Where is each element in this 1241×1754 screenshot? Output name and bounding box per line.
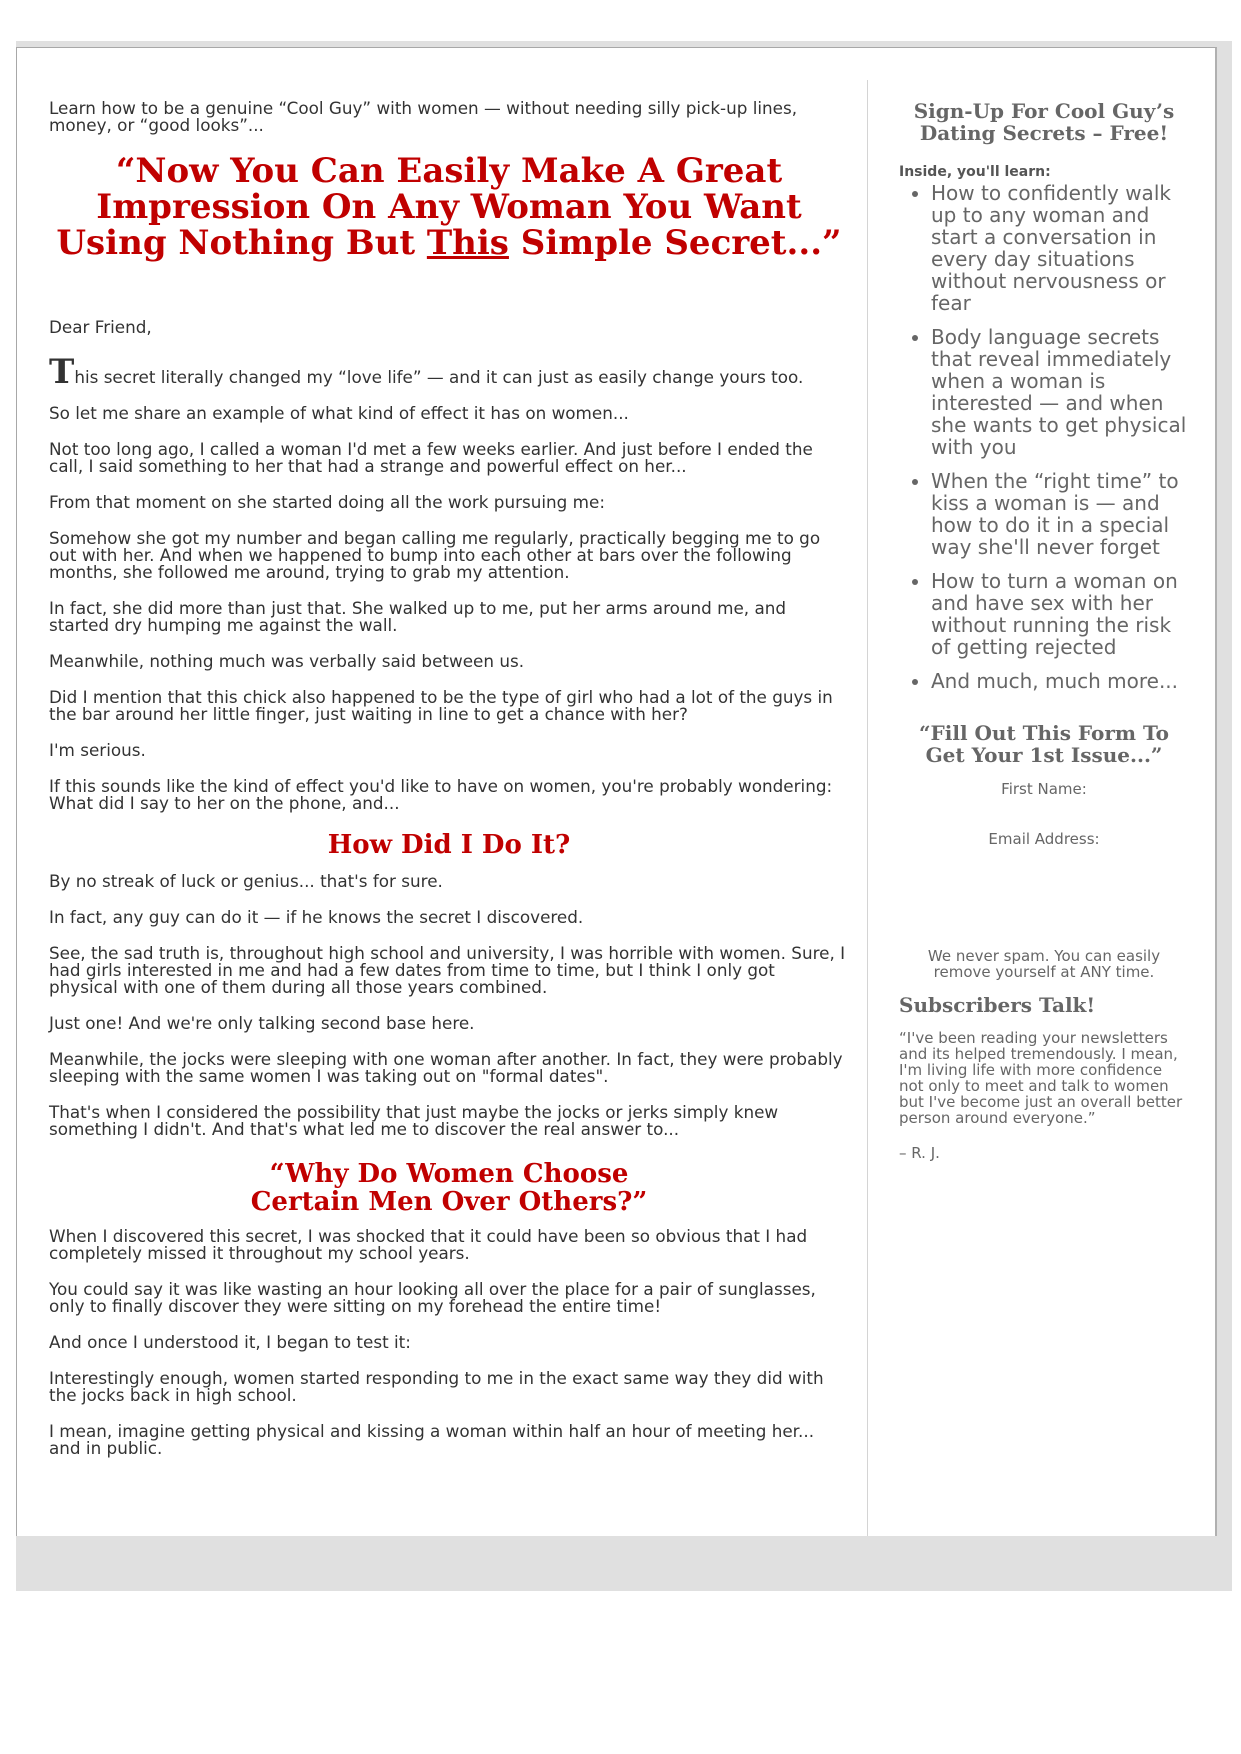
paragraph: See, the sad truth is, throughout high school and university, I was horrible with women. Sure, I had girls interested in me and had a few dates from time to time, but I think I only got physical with one of them during all those years combined. xyxy=(49,943,846,997)
benefit-list xyxy=(899,182,1189,692)
headline xyxy=(49,153,849,261)
headline-underlined-word: This xyxy=(426,223,509,263)
paragraph: Meanwhile, nothing much was verbally said between us. xyxy=(49,651,525,671)
subheading-why-line-1: “Why Do Women Choose xyxy=(269,1159,629,1189)
page-frame xyxy=(16,41,1232,1591)
subheading-how: How Did I Do It? xyxy=(327,830,571,860)
list-item: • How to turn a woman on and have sex with her without running the risk of getting rejected xyxy=(931,570,1189,658)
document-page xyxy=(16,47,1217,1536)
paragraph: Just one! And we're only talking second base here. xyxy=(49,1013,475,1033)
paragraph: Not too long ago, I called a woman I'd met a few weeks earlier. And just before I ended the call, I said something to her that had a strange and powerful effect on her... xyxy=(49,439,813,476)
main-column xyxy=(49,100,849,1476)
paragraph: If this sounds like the kind of effect you'd like to have on women, you're probably wondering: What did I say to her on the phone, and... xyxy=(49,776,833,813)
list-item: • How to confidently walk up to any woman and start a conversation in every day situations without nervousness or fear xyxy=(931,182,1189,314)
form-title: “Fill Out This Form To Get Your 1st Issue...” xyxy=(919,721,1169,767)
subheading-why xyxy=(49,1160,849,1216)
paragraph: In fact, she did more than just that. She walked up to me, put her arms around me, and started dry humping me against the wall. xyxy=(49,598,787,635)
testimonial: “I've been reading your newsletters and its helped tremendously. I mean, I'm living life with more confidence not only to meet and talk to women but I've become just an overall better person around everyone.” xyxy=(899,1029,1183,1127)
list-item: • Body language secrets that reveal immediately when a woman is interested — and when she wants to get physical with you xyxy=(931,326,1189,458)
intro-paragraph xyxy=(49,352,849,392)
paragraph: When I discovered this secret, I was shocked that it could have been so obvious that I had completely missed it throughout my school years. xyxy=(49,1226,808,1263)
sidebar xyxy=(899,100,1189,1162)
paragraph: That's when I considered the possibility that just maybe the jocks or jerks simply knew something I didn't. And that's what led me to discover the real answer to... xyxy=(49,1102,779,1139)
paragraph: I'm serious. xyxy=(49,740,146,760)
paragraph: From that moment on she started doing all the work pursuing me: xyxy=(49,492,605,512)
paragraph: Somehow she got my number and began calling me regularly, practically begging me to go out with her. And when we happened to bump into each other at bars over the following months, she followed me around, trying to grab my attention. xyxy=(49,528,821,582)
list-item: • When the “right time” to kiss a woman is — and how to do it in a special way she'll never forget xyxy=(931,470,1189,558)
paragraph: By no streak of luck or genius... that's for sure. xyxy=(49,871,443,891)
paragraph: So let me share an example of what kind of effect it has on women... xyxy=(49,403,629,423)
email-field[interactable] xyxy=(899,848,1189,948)
paragraph: I mean, imagine getting physical and kissing a woman within half an hour of meeting her... and in public. xyxy=(49,1421,815,1458)
list-item: • And much, much more... xyxy=(931,670,1189,692)
greeting: Dear Friend, xyxy=(49,317,152,337)
column-divider xyxy=(867,80,868,1536)
spam-note: We never spam. You can easily remove yourself at ANY time. xyxy=(927,947,1161,981)
subheading-why-line-2: Certain Men Over Others?” xyxy=(250,1187,648,1217)
paragraph: And once I understood it, I began to test it: xyxy=(49,1332,411,1352)
paragraph: Interestingly enough, women started responding to me in the exact same way they did with the jocks back in high school. xyxy=(49,1368,824,1405)
subscribers-talk-title: Subscribers Talk! xyxy=(899,993,1096,1017)
testimonial-author: – R. J. xyxy=(899,1144,940,1162)
headline-text-end: Simple Secret...” xyxy=(508,223,842,263)
paragraph: You could say it was like wasting an hour looking all over the place for a pair of sunglasses, only to finally discover they were sitting on my forehead the entire time! xyxy=(49,1279,816,1316)
paragraph: Did I mention that this chick also happened to be the type of girl who had a lot of the guys in the bar around her little finger, just waiting in line to get a chance with her? xyxy=(49,687,833,724)
drop-cap: T xyxy=(49,352,75,392)
paragraph: In fact, any guy can do it — if he knows the secret I discovered. xyxy=(49,907,584,927)
first-name-field[interactable] xyxy=(899,798,1189,830)
intro-text: his secret literally changed my “love life” — and it can just as easily change yours too. xyxy=(74,367,804,387)
paragraph: Meanwhile, the jocks were sleeping with one woman after another. In fact, they were probably sleeping with the same women I was taking out on "formal dates". xyxy=(49,1049,843,1086)
first-name-label: First Name: xyxy=(1001,780,1087,798)
signup-title: Sign-Up For Cool Guy’s Dating Secrets – Free! xyxy=(913,99,1175,145)
headline-text-start: “Now You Can Easily Make A Great Impression On Any Woman You Want Using Nothing But xyxy=(56,151,802,263)
learn-label: Inside, you'll learn: xyxy=(899,164,1051,180)
email-label: Email Address: xyxy=(988,830,1100,848)
tagline: Learn how to be a genuine “Cool Guy” with women — without needing silly pick-up lines, money, or “good looks”... xyxy=(49,98,798,135)
